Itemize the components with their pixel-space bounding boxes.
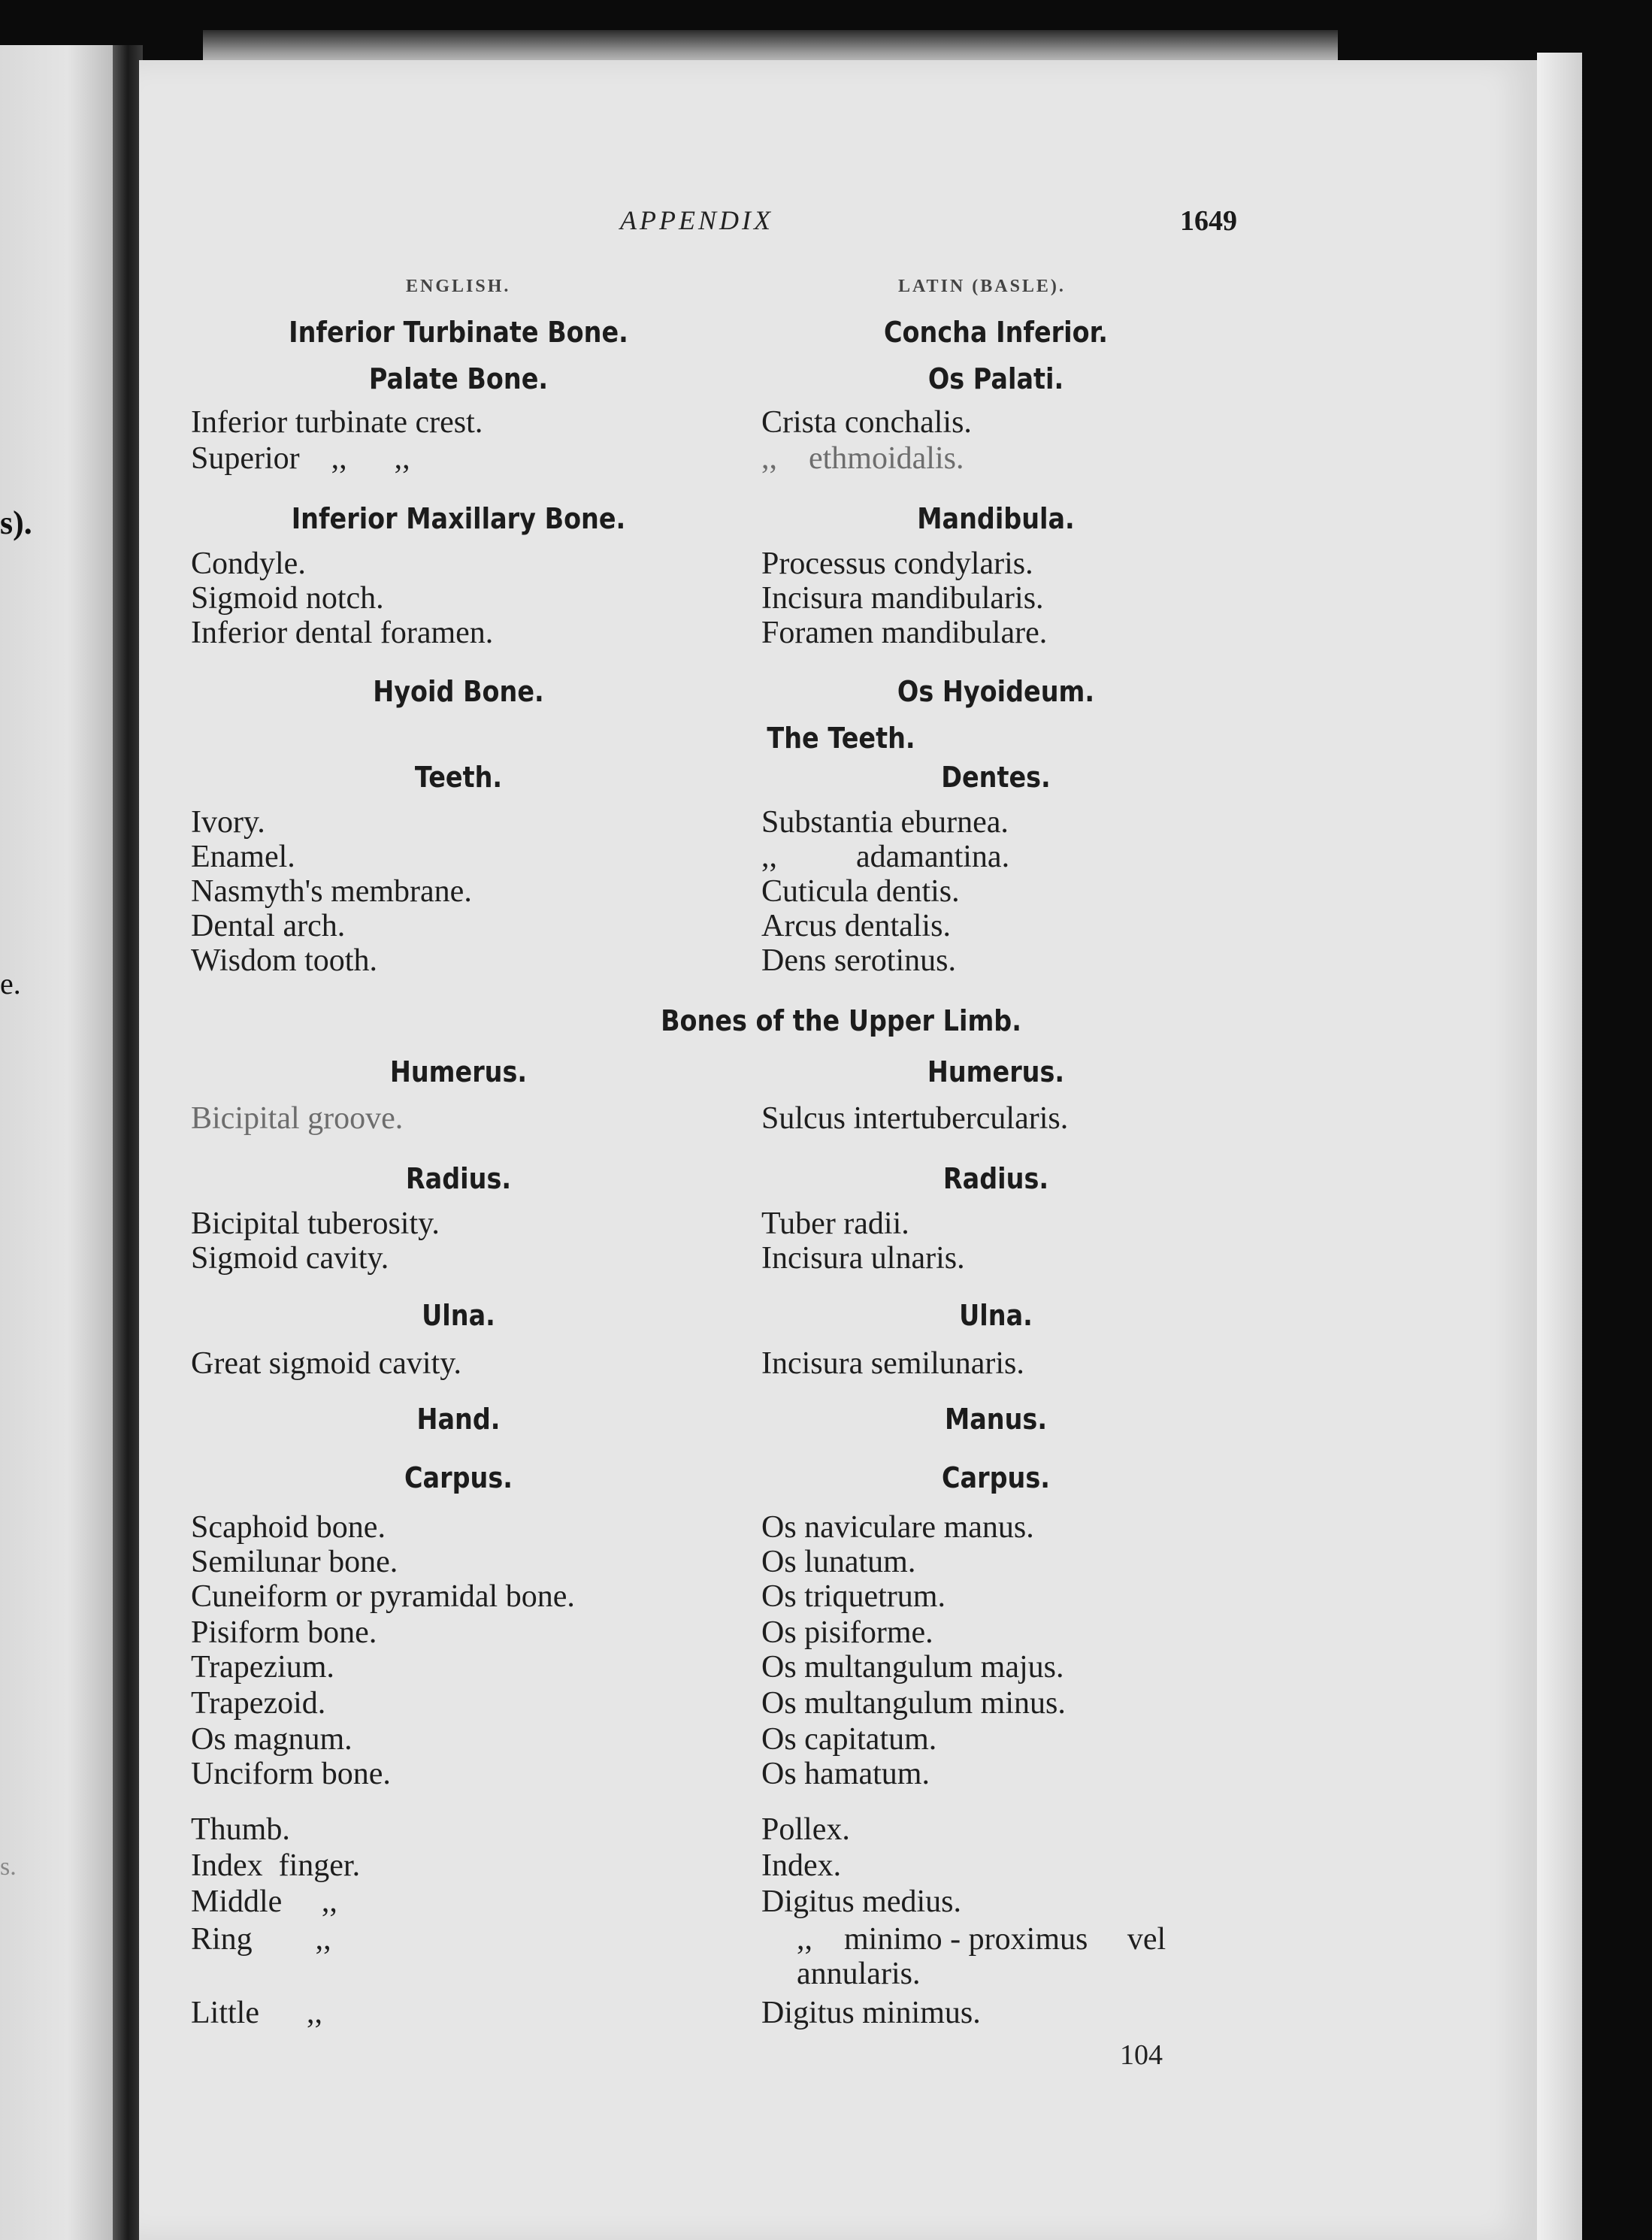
term-la: Os lunatum. — [761, 1545, 916, 1579]
term-en: Trapezoid. — [191, 1686, 326, 1721]
section-heading-la: Os Hyoideum. — [897, 675, 1095, 708]
section-heading-la: Carpus. — [942, 1461, 1050, 1494]
section-heading-la: Manus. — [944, 1403, 1048, 1436]
section-heading-la: Dentes. — [941, 761, 1051, 794]
term-en: Condyle. — [191, 546, 306, 581]
term-en: Bicipital groove. — [191, 1101, 404, 1136]
term-la: Arcus dentalis. — [761, 909, 951, 943]
section-heading-row — [0, 362, 1652, 398]
term-row — [0, 546, 1652, 582]
term-en: Bicipital tuberosity. — [191, 1206, 440, 1241]
term-la: Dens serotinus. — [761, 943, 956, 978]
group-title: The Teeth. — [767, 722, 915, 755]
section-heading-row — [0, 675, 1652, 711]
term-la: ,, adamantina. — [761, 840, 1010, 874]
page-number: 1649 — [1180, 205, 1237, 237]
term-la: Pollex. — [761, 1812, 850, 1847]
term-row — [0, 1206, 1652, 1242]
term-en: Middle ,, — [191, 1884, 337, 1919]
term-la: Os triquetrum. — [761, 1579, 946, 1614]
term-la: ,, minimo - proximus vel — [797, 1922, 1166, 1957]
term-la: Os hamatum. — [761, 1757, 930, 1791]
section-heading-en: Palate Bone. — [368, 362, 549, 395]
term-row — [0, 1240, 1652, 1276]
running-header — [0, 204, 1652, 250]
section-heading-en: Humerus. — [389, 1055, 528, 1088]
term-row — [0, 1346, 1652, 1382]
term-la: Os pisiforme. — [761, 1615, 933, 1650]
term-en: Sigmoid notch. — [191, 581, 384, 616]
term-la: ,, ethmoidalis. — [761, 441, 964, 476]
section-heading-en: Hand. — [416, 1403, 501, 1436]
term-row — [0, 804, 1652, 840]
term-la: Sulcus intertubercularis. — [761, 1101, 1069, 1136]
term-row — [0, 1721, 1652, 1757]
term-en: Dental arch. — [191, 909, 346, 943]
term-en: Sigmoid cavity. — [191, 1241, 389, 1276]
term-row — [0, 1812, 1652, 1848]
section-heading-la: Ulna. — [959, 1299, 1033, 1332]
term-la: Os multangulum minus. — [761, 1686, 1066, 1721]
section-heading-en: Hyoid Bone. — [373, 675, 544, 708]
term-en: Superior ,, ,, — [191, 441, 410, 476]
section-heading-row — [0, 761, 1652, 797]
term-en: Enamel. — [191, 840, 295, 874]
section-heading-en: Carpus. — [404, 1461, 513, 1494]
term-la: Digitus medius. — [761, 1884, 962, 1919]
term-row — [0, 1756, 1652, 1792]
term-en: Trapezium. — [191, 1650, 334, 1685]
term-en: Inferior turbinate crest. — [191, 405, 483, 440]
term-la: Index. — [761, 1848, 842, 1883]
edge-fragment: s). — [0, 504, 32, 541]
section-heading-la: Radius. — [942, 1162, 1049, 1195]
term-en: Wisdom tooth. — [191, 943, 377, 978]
term-row — [0, 580, 1652, 616]
section-heading-en: Inferior Turbinate Bone. — [289, 316, 628, 349]
section-heading-la: Os Palati. — [927, 362, 1064, 395]
term-row — [0, 1884, 1652, 1920]
term-row — [0, 1579, 1652, 1615]
term-row — [0, 943, 1652, 979]
term-en: Semilunar bone. — [191, 1545, 398, 1579]
term-row — [0, 1848, 1652, 1884]
term-row — [0, 908, 1652, 944]
edge-fragment: e. — [0, 967, 21, 1000]
term-la: Incisura semilunaris. — [761, 1346, 1024, 1381]
term-en: Ivory. — [191, 805, 265, 840]
term-row — [0, 839, 1652, 875]
section-heading-row — [0, 1162, 1652, 1198]
term-row — [0, 1685, 1652, 1721]
term-en: Little ,, — [191, 1996, 322, 2030]
section-heading-row — [0, 1299, 1652, 1335]
section-heading-la: Humerus. — [927, 1055, 1065, 1088]
section-heading-row — [0, 1461, 1652, 1497]
term-row — [0, 1921, 1652, 1957]
group-title-row — [0, 1004, 1652, 1040]
term-la: Incisura ulnaris. — [761, 1241, 965, 1276]
term-row — [0, 1649, 1652, 1685]
term-row — [0, 1509, 1652, 1545]
signature-mark: 104 — [1120, 2039, 1163, 2071]
term-row-continuation — [0, 1956, 1652, 1992]
term-la-continuation: annularis. — [797, 1957, 921, 1991]
term-en: Inferior dental foramen. — [191, 616, 494, 650]
term-en: Pisiform bone. — [191, 1615, 377, 1650]
term-la: Incisura mandibularis. — [761, 581, 1044, 616]
column-heading-english: ENGLISH. — [406, 277, 511, 296]
section-heading-en: Radius. — [405, 1162, 512, 1195]
group-title-row — [0, 722, 1652, 758]
term-en: Cuneiform or pyramidal bone. — [191, 1579, 575, 1614]
term-row — [0, 1995, 1652, 2031]
term-en: Scaphoid bone. — [191, 1510, 386, 1545]
term-la: Tuber radii. — [761, 1206, 909, 1241]
term-en: Ring ,, — [191, 1922, 331, 1957]
term-row — [0, 1615, 1652, 1651]
term-row — [0, 615, 1652, 651]
term-la: Foramen mandibulare. — [761, 616, 1048, 650]
section-heading-en: Ulna. — [422, 1299, 495, 1332]
term-en: Nasmyth's membrane. — [191, 874, 472, 909]
term-la: Substantia eburnea. — [761, 805, 1009, 840]
term-en: Index finger. — [191, 1848, 361, 1883]
term-la: Os naviculare manus. — [761, 1510, 1034, 1545]
term-row — [0, 440, 1652, 477]
term-en: Unciform bone. — [191, 1757, 391, 1791]
section-heading-row — [0, 1403, 1652, 1439]
running-title: APPENDIX — [620, 205, 773, 235]
group-title: Bones of the Upper Limb. — [661, 1004, 1021, 1037]
section-heading-row — [0, 1055, 1652, 1091]
term-la: Processus condylaris. — [761, 546, 1033, 581]
term-la: Crista conchalis. — [761, 405, 972, 440]
section-heading-la: Concha Inferior. — [884, 316, 1108, 349]
term-row — [0, 873, 1652, 910]
term-row — [0, 1544, 1652, 1580]
term-en: Os magnum. — [191, 1722, 352, 1757]
section-heading-row — [0, 316, 1652, 352]
section-heading-en: Inferior Maxillary Bone. — [291, 502, 626, 535]
term-la: Digitus minimus. — [761, 1996, 981, 2030]
term-en: Great sigmoid cavity. — [191, 1346, 462, 1381]
term-en: Thumb. — [191, 1812, 290, 1847]
column-heading-latin: LATIN (BASLE). — [898, 277, 1066, 296]
section-heading-en: Teeth. — [414, 761, 503, 794]
term-la: Os capitatum. — [761, 1722, 937, 1757]
edge-fragment: s. — [0, 1853, 17, 1881]
term-row — [0, 404, 1652, 440]
term-la: Os multangulum majus. — [761, 1650, 1064, 1685]
term-row — [0, 1100, 1652, 1137]
section-heading-row — [0, 502, 1652, 538]
section-heading-la: Mandibula. — [917, 502, 1075, 535]
term-la: Cuticula dentis. — [761, 874, 960, 909]
